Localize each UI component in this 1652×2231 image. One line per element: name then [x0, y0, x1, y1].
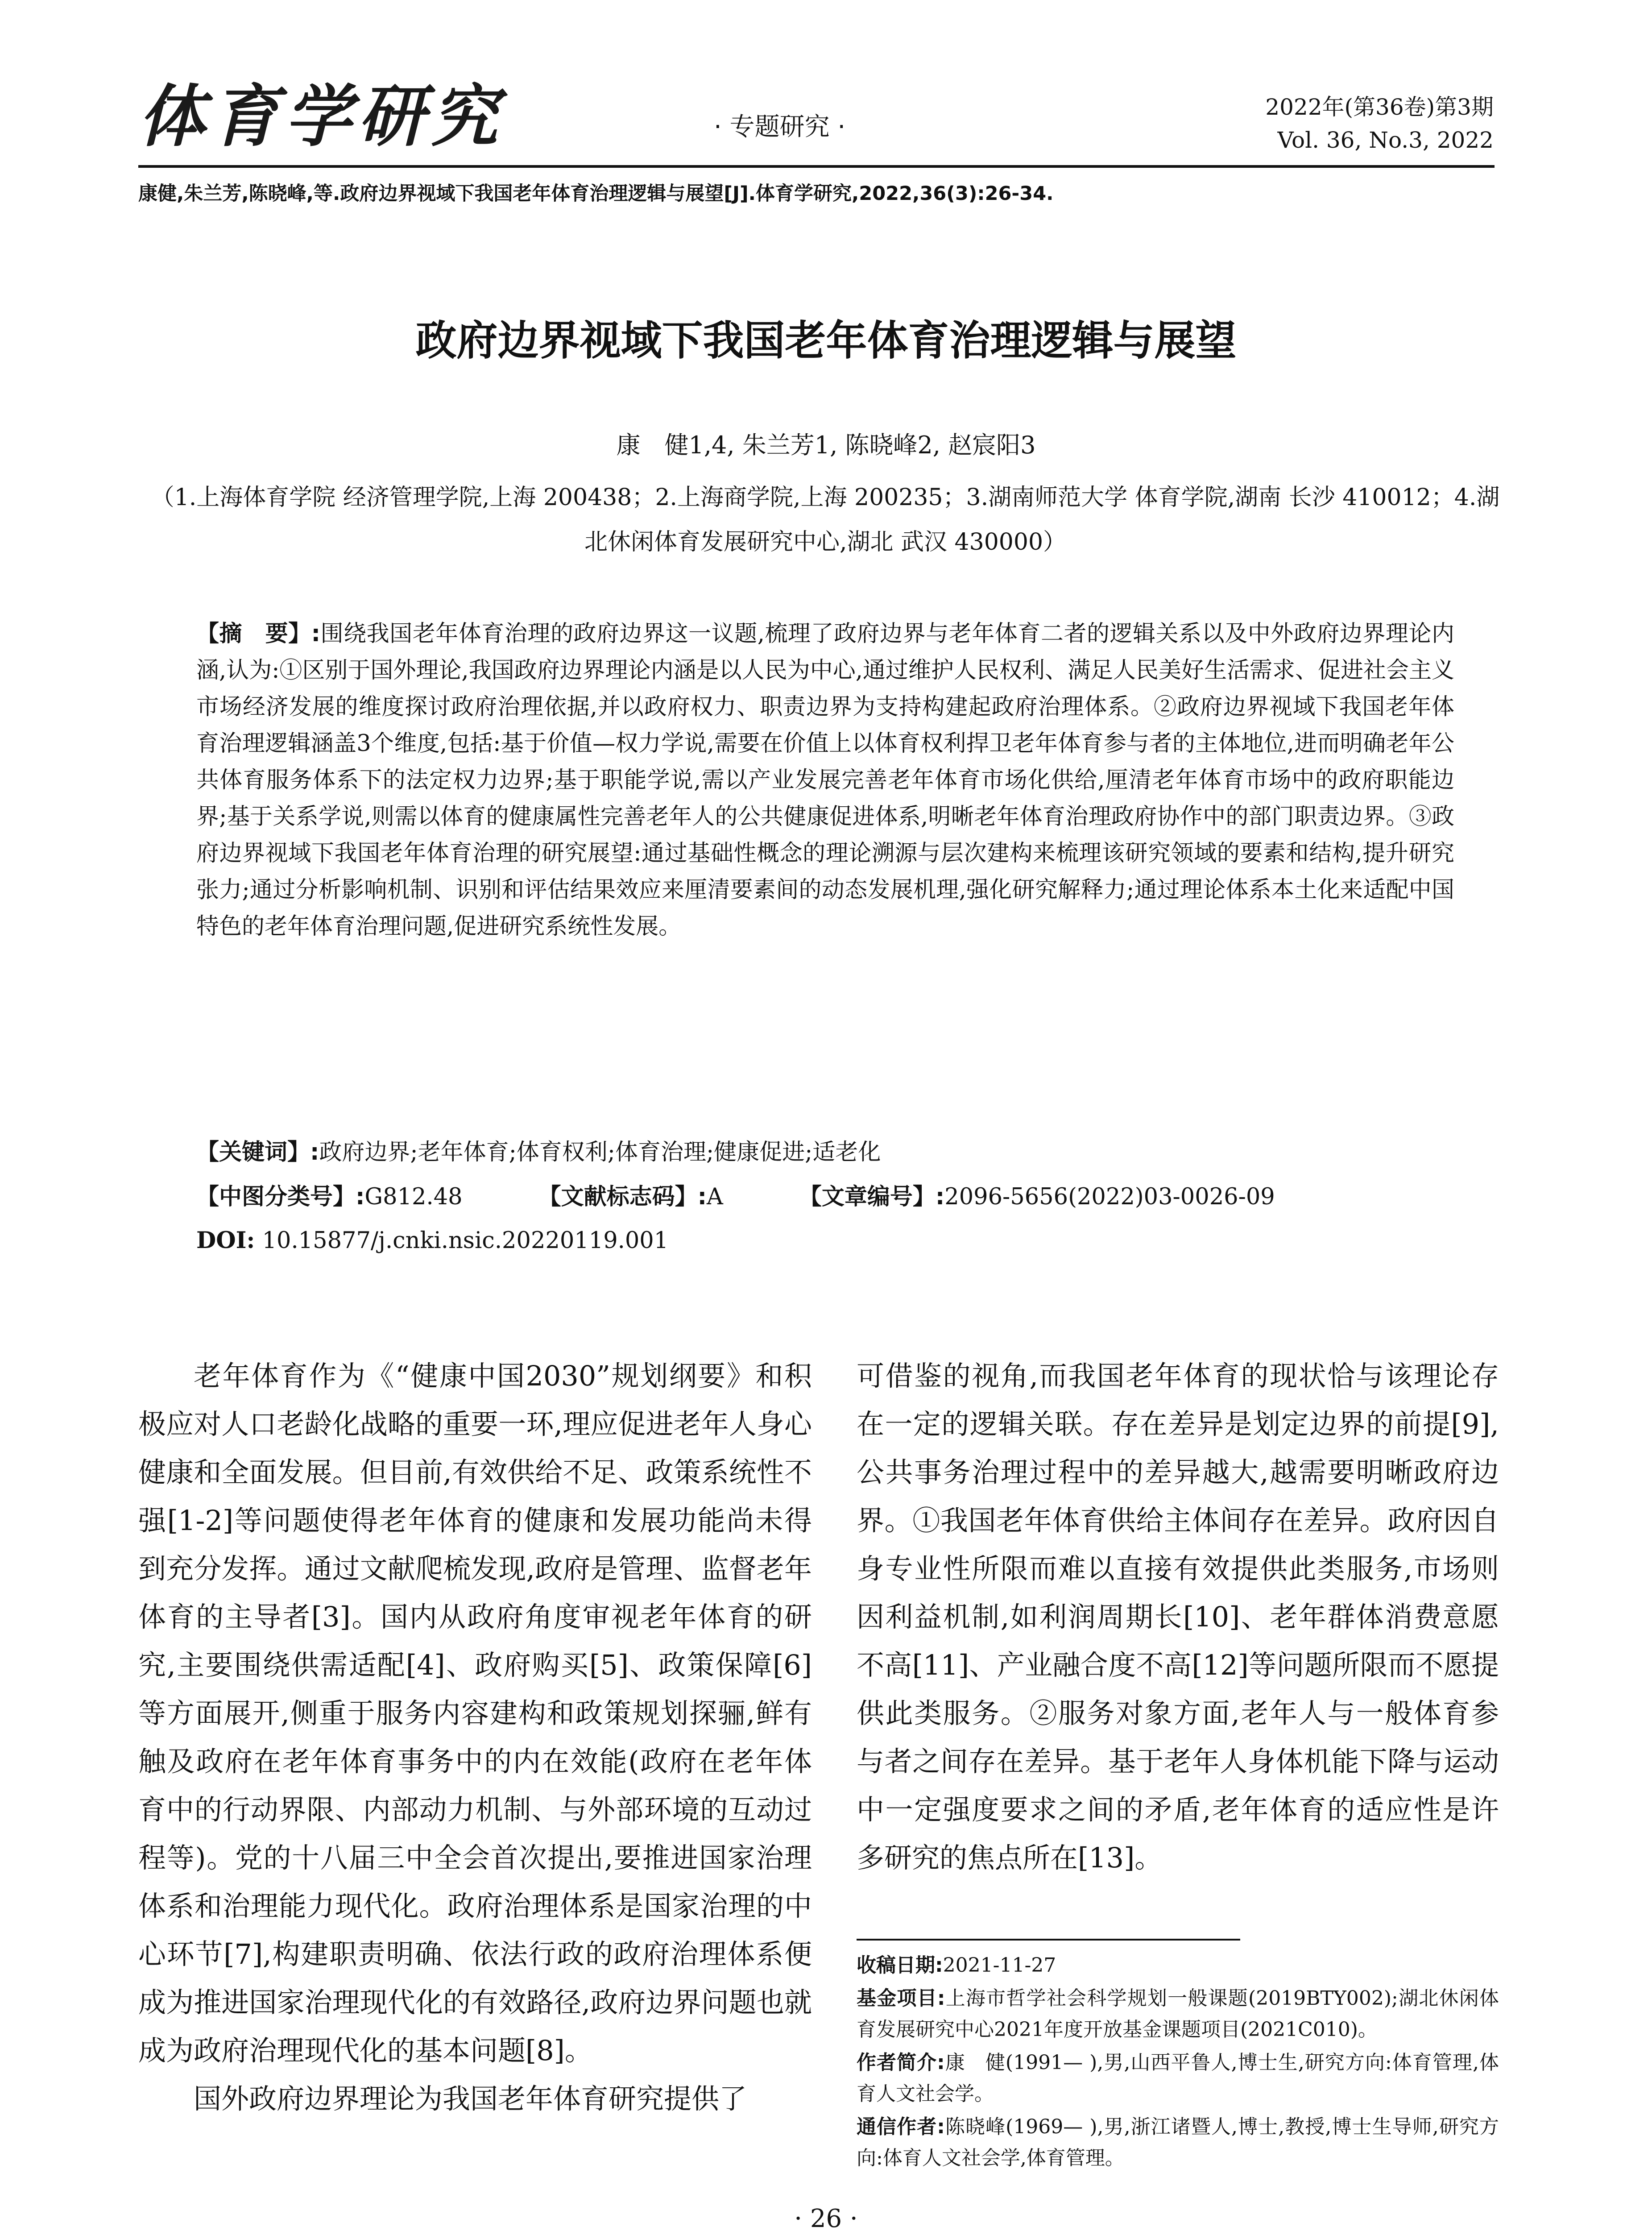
citation-line: 康健,朱兰芳,陈晓峰,等.政府边界视域下我国老年体育治理逻辑与展望[J].体育学研究,2022,36(3):26-34.: [138, 182, 1054, 205]
clc-value: G812.48: [364, 1184, 463, 1210]
footnote-fund: 基金项目:上海市哲学社会科学规划一般课题(2019BTY002);湖北休闲体育发展研究中心2021年度开放基金课题项目(2021C010)。: [857, 1987, 1499, 2041]
footnotes: [857, 1950, 1499, 2176]
doi-line: [196, 1227, 1454, 1254]
abstract-label: 【摘 要】:: [196, 621, 321, 647]
body-column-left: [138, 1352, 812, 2123]
author-line: 康 健1,4, 朱兰芳1, 陈晓峰2, 赵宸阳3: [616, 431, 1036, 459]
doc-code-value: A: [707, 1184, 723, 1210]
body-paragraph: 国外政府边界理论为我国老年体育研究提供了: [194, 2082, 747, 2115]
keywords: [196, 1133, 1454, 1166]
affiliations: （1.上海体育学院 经济管理学院,上海 200438；2.上海商学院,上海 200235；3.湖南师范大学 体育学院,湖南 长沙 410012；4.湖北休闲体育发展研究中心,湖北 武汉 430000）: [151, 484, 1500, 556]
body-paragraph: 可借鉴的视角,而我国老年体育的现状恰与该理论存在一定的逻辑关联。存在差异是划定边界的前提[9],公共事务治理过程中的差异越大,越需要明晰政府边界。①我国老年体育供给主体间存在差异。政府因自身专业性所限而难以直接有效提供此类服务,市场则因利益机制,如利润周期长[10]、老年群体消费意愿不高[11]、产业融合度不高[12]等问题所限而不愿提供此类服务。②服务对象方面,老年人与一般体育参与者之间存在差异。基于老年人身体机能下降与运动中一定强度要求之间的矛盾,老年体育的适应性是许多研究的焦点所在[13]。: [857, 1360, 1499, 1874]
abstract: [196, 616, 1454, 945]
column-label: · 专题研究 ·: [714, 112, 846, 141]
doi-value: 10.15877/j.cnki.nsic.20220119.001: [262, 1227, 669, 1254]
keywords-label: 【关键词】:: [196, 1139, 319, 1165]
body-column-right: [857, 1352, 1499, 1882]
article-number-label: 【文章编号】:: [799, 1184, 945, 1210]
abstract-text: 围绕我国老年体育治理的政府边界这一议题,梳理了政府边界与老年体育二者的逻辑关系以及中外政府边界理论内涵,认为:①区别于国外理论,我国政府边界理论内涵是以人民为中心,通过维护人民权利、满足人民美好生活需求、促进社会主义市场经济发展的维度探讨政府治理依据,并以政府权力、职责边界为支持构建起政府治理体系。②政府边界视域下我国老年体育治理逻辑涵盖3个维度,包括:基于价值—权力学说,需要在价值上以体育权利捍卫老年体育参与者的主体地位,进而明确老年公共体育服务体系下的法定权力边界;基于职能学说,需以产业发展完善老年体育市场化供给,厘清老年体育市场中的政府职能边界;基于关系学说,则需以体育的健康属性完善老年人的公共健康促进体系,明晰老年体育治理政府协作中的部门职责边界。③政府边界视域下我国老年体育治理的研究展望:通过基础性概念的理论溯源与层次建构来梳理该研究领域的要素和结构,提升研究张力;通过分析影响机制、识别和评估结果效应来厘清要素间的动态发展机理,强化研究解释力;通过理论体系本土化来适配中国特色的老年体育治理问题,促进研究系统性发展。: [196, 621, 1454, 940]
body-paragraph: 老年体育作为《“健康中国2030”规划纲要》和积极应对人口老龄化战略的重要一环,理应促进老年人身心健康和全面发展。但目前,有效供给不足、政策系统性不强[1-2]等问题使得老年体育的健康和发展功能尚未得到充分发挥。通过文献爬梳发现,政府是管理、监督老年体育的主导者[3]。国内从政府角度审视老年体育的研究,主要围绕供需适配[4]、政府购买[5]、政策保障[6]等方面展开,侧重于服务内容建构和政策规划探骊,鲜有触及政府在老年体育事务中的内在效能(政府在老年体育中的行动界限、内部动力机制、与外部环境的互动过程等)。党的十八届三中全会首次提出,要推进国家治理体系和治理能力现代化。政府治理体系是国家治理的中心环节[7],构建职责明确、依法行政的政府治理体系便成为推进国家治理现代化的有效路径,政府边界问题也就成为政府治理现代化的基本问题[8]。: [138, 1360, 812, 2067]
doc-code-label: 【文献标志码】:: [538, 1184, 707, 1210]
page-number: · 26 ·: [794, 2204, 858, 2231]
paper-title: 政府边界视域下我国老年体育治理逻辑与展望: [415, 317, 1237, 365]
issue-info-en: Vol. 36, No.3, 2022: [1277, 127, 1494, 153]
clc-label: 【中图分类号】:: [196, 1184, 365, 1210]
issue-info-cn: 2022年(第36卷)第3期: [1265, 94, 1494, 120]
header-rule: [138, 165, 1495, 168]
article-number-value: 2096-5656(2022)03-0026-09: [944, 1184, 1275, 1210]
doi-label: DOI:: [196, 1227, 255, 1254]
footnote-author: 作者简介:康 健(1991— ),男,山西平鲁人,博士生,研究方向:体育管理,体育人文社会学。: [857, 2051, 1499, 2105]
footnote-received: 收稿日期:2021-11-27: [857, 1954, 1056, 1977]
footnote-corresponding: 通信作者:陈晓峰(1969— ),男,浙江诸暨人,博士,教授,博士生导师,研究方向:体育人文社会学,体育管理。: [857, 2115, 1499, 2169]
classification-line: [196, 1178, 1454, 1211]
footnote-rule: [857, 1939, 1240, 1941]
keywords-text: 政府边界;老年体育;体育权利;体育治理;健康促进;适老化: [319, 1139, 881, 1165]
journal-logo: 体育学研究: [138, 77, 505, 156]
